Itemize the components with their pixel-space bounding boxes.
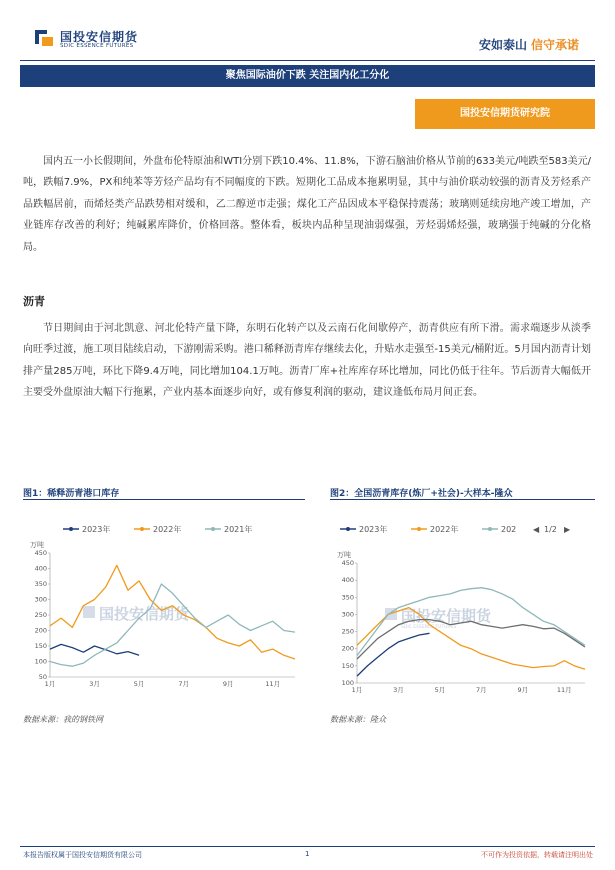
watermark-logo-icon bbox=[83, 606, 95, 618]
y-tick-label: 300 bbox=[341, 610, 354, 619]
x-tick-label: 7月 bbox=[178, 680, 189, 688]
asphalt-paragraph: 节日期间由于河北凯意、河北伦特产量下降，东明石化转产以及云南石化间歇停产，沥青供应有所下滑。需求端逐步从淡季向旺季过渡，施工项目陆续启动，下游刚需采购。港口稀释沥青库存继续去化，升贴水走强至-15美元/桶附近。5月国内沥青计划排产量285万吨，环比下降9.4万吨，同比增加104.1万吨。沥青厂库+社库库存环比增加，同比仍低于往年。节后沥青大幅低开主要受外盘原油大幅下行拖累，产业内基本面逐步向好，或有修复利润的驱动，建议逢低布局月间正套。 bbox=[23, 323, 591, 399]
figure2-title: 图2：全国沥青库存(炼厂+社会)-大样本-隆众 bbox=[330, 489, 513, 499]
chart-diluted-asphalt-port-inventory bbox=[23, 515, 305, 710]
y-tick-label: 300 bbox=[34, 595, 47, 604]
x-tick-label: 11月 bbox=[265, 680, 281, 688]
y-tick-label: 450 bbox=[341, 559, 354, 567]
series-line-2021年 bbox=[50, 584, 295, 666]
x-tick-label: 3月 bbox=[89, 680, 100, 688]
footer-disclaimer: 不可作为投资依据，转载请注明出处 bbox=[481, 851, 593, 859]
legend-label-2: 2021年 bbox=[224, 525, 253, 534]
y-tick-label: 400 bbox=[341, 576, 354, 585]
legend-pager: 1/2 bbox=[544, 525, 557, 534]
footer-copyright: 本报告版权属于国投安信期货有限公司 bbox=[23, 851, 142, 859]
y-tick-label: 200 bbox=[341, 644, 354, 653]
legend-marker-2 bbox=[488, 527, 492, 531]
legend-label-0: 2023年 bbox=[359, 525, 388, 534]
y-axis-unit: 万吨 bbox=[30, 541, 44, 549]
watermark-english: SDIC ESSENCE FUTURES bbox=[401, 625, 457, 630]
y-tick-label: 350 bbox=[34, 580, 47, 588]
legend-marker-1 bbox=[417, 527, 421, 531]
y-tick-label: 100 bbox=[34, 657, 47, 666]
legend-label-0: 2023年 bbox=[82, 525, 111, 534]
company-logo-icon bbox=[33, 26, 55, 48]
watermark-text: 国投安信期货 bbox=[99, 605, 190, 623]
y-tick-label: 400 bbox=[34, 564, 47, 573]
slogan bbox=[479, 36, 579, 53]
x-tick-label: 5月 bbox=[133, 680, 145, 688]
legend-next-icon: ▶ bbox=[564, 525, 571, 534]
logo-english-text: SDIC ESSENCE FUTURES bbox=[60, 43, 134, 49]
chart-axes bbox=[342, 559, 585, 694]
chart-legend bbox=[63, 524, 252, 534]
x-tick-label: 5月 bbox=[434, 686, 446, 694]
series-line-2023年 bbox=[50, 644, 139, 655]
footer-divider bbox=[20, 846, 595, 847]
legend-marker-1 bbox=[140, 527, 144, 531]
y-tick-label: 150 bbox=[34, 642, 47, 650]
report-title: 聚焦国际油价下跌 关注国内化工分化 bbox=[20, 65, 595, 87]
page-number: 1 bbox=[305, 850, 310, 858]
x-tick-label: 7月 bbox=[476, 686, 487, 694]
x-tick-label: 9月 bbox=[517, 686, 529, 694]
y-axis-unit: 万吨 bbox=[337, 551, 351, 559]
x-tick-label: 9月 bbox=[222, 680, 234, 688]
legend-label-1: 2022年 bbox=[153, 525, 182, 534]
y-tick-label: 450 bbox=[34, 549, 47, 557]
chart-national-asphalt-inventory bbox=[330, 515, 595, 710]
y-tick-label: 100 bbox=[341, 679, 354, 687]
y-tick-label: 200 bbox=[34, 626, 47, 635]
figure1-source: 数据来源：我的钢铁网 bbox=[23, 715, 103, 724]
y-tick-label: 250 bbox=[341, 627, 354, 636]
header-divider bbox=[20, 60, 595, 61]
y-tick-label: 350 bbox=[341, 593, 354, 602]
intro-paragraph: 国内五一小长假期间，外盘布伦特原油和WTI分别下跌10.4%、11.8%，下游石脑油价格从节前的633美元/吨跌至583美元/吨，跌幅7.9%，PX和纯苯等芳烃产品均有不同幅度的下跌。短期化工品成本拖累明显，其中与油价联动较强的沥青及芳烃系产品跌幅居前，而烯烃类产品跌势相对缓和，乙二醇逆市走强；煤化工产品因成本平稳保持震荡；玻璃则延续房地产竣工增加，产业链库存改善的利好；纯碱累库降价，价格回落。整体看，板块内品种呈现油弱煤强，芳烃弱烯烃强，玻璃强于纯碱的分化格局。 bbox=[23, 156, 591, 253]
series-line-2023年 bbox=[357, 633, 430, 676]
figure2-rule bbox=[330, 499, 595, 500]
watermark-text: 国投安信期货 bbox=[401, 607, 492, 625]
legend-label-1: 2022年 bbox=[430, 525, 459, 534]
legend-marker-2 bbox=[211, 527, 215, 531]
x-tick-label: 1月 bbox=[44, 680, 56, 688]
y-tick-label: 250 bbox=[34, 611, 47, 619]
series-line-extra bbox=[357, 620, 585, 659]
institute-badge: 国投安信期货研究院 bbox=[415, 99, 595, 129]
legend-marker-0 bbox=[69, 527, 73, 531]
legend-marker-0 bbox=[346, 527, 350, 531]
x-tick-label: 3月 bbox=[393, 686, 404, 694]
slogan-part-b: 信守承诺 bbox=[530, 38, 579, 52]
legend-prev-icon: ◀ bbox=[533, 525, 540, 534]
figure2-source: 数据来源：隆众 bbox=[330, 715, 386, 724]
figure1-rule bbox=[23, 499, 305, 500]
section-heading: 沥青 bbox=[23, 295, 45, 308]
legend-label-2: 202 bbox=[501, 525, 517, 534]
y-tick-label: 150 bbox=[341, 661, 354, 670]
figure1-title: 图1：稀释沥青港口库存 bbox=[23, 489, 120, 499]
x-tick-label: 1月 bbox=[351, 686, 363, 694]
x-tick-label: 11月 bbox=[556, 686, 572, 694]
logo-text: 国投安信期货 bbox=[60, 30, 139, 44]
slogan-part-a: 安如泰山 bbox=[478, 38, 527, 52]
y-tick-label: 50 bbox=[38, 673, 47, 681]
chart-legend bbox=[340, 524, 571, 534]
